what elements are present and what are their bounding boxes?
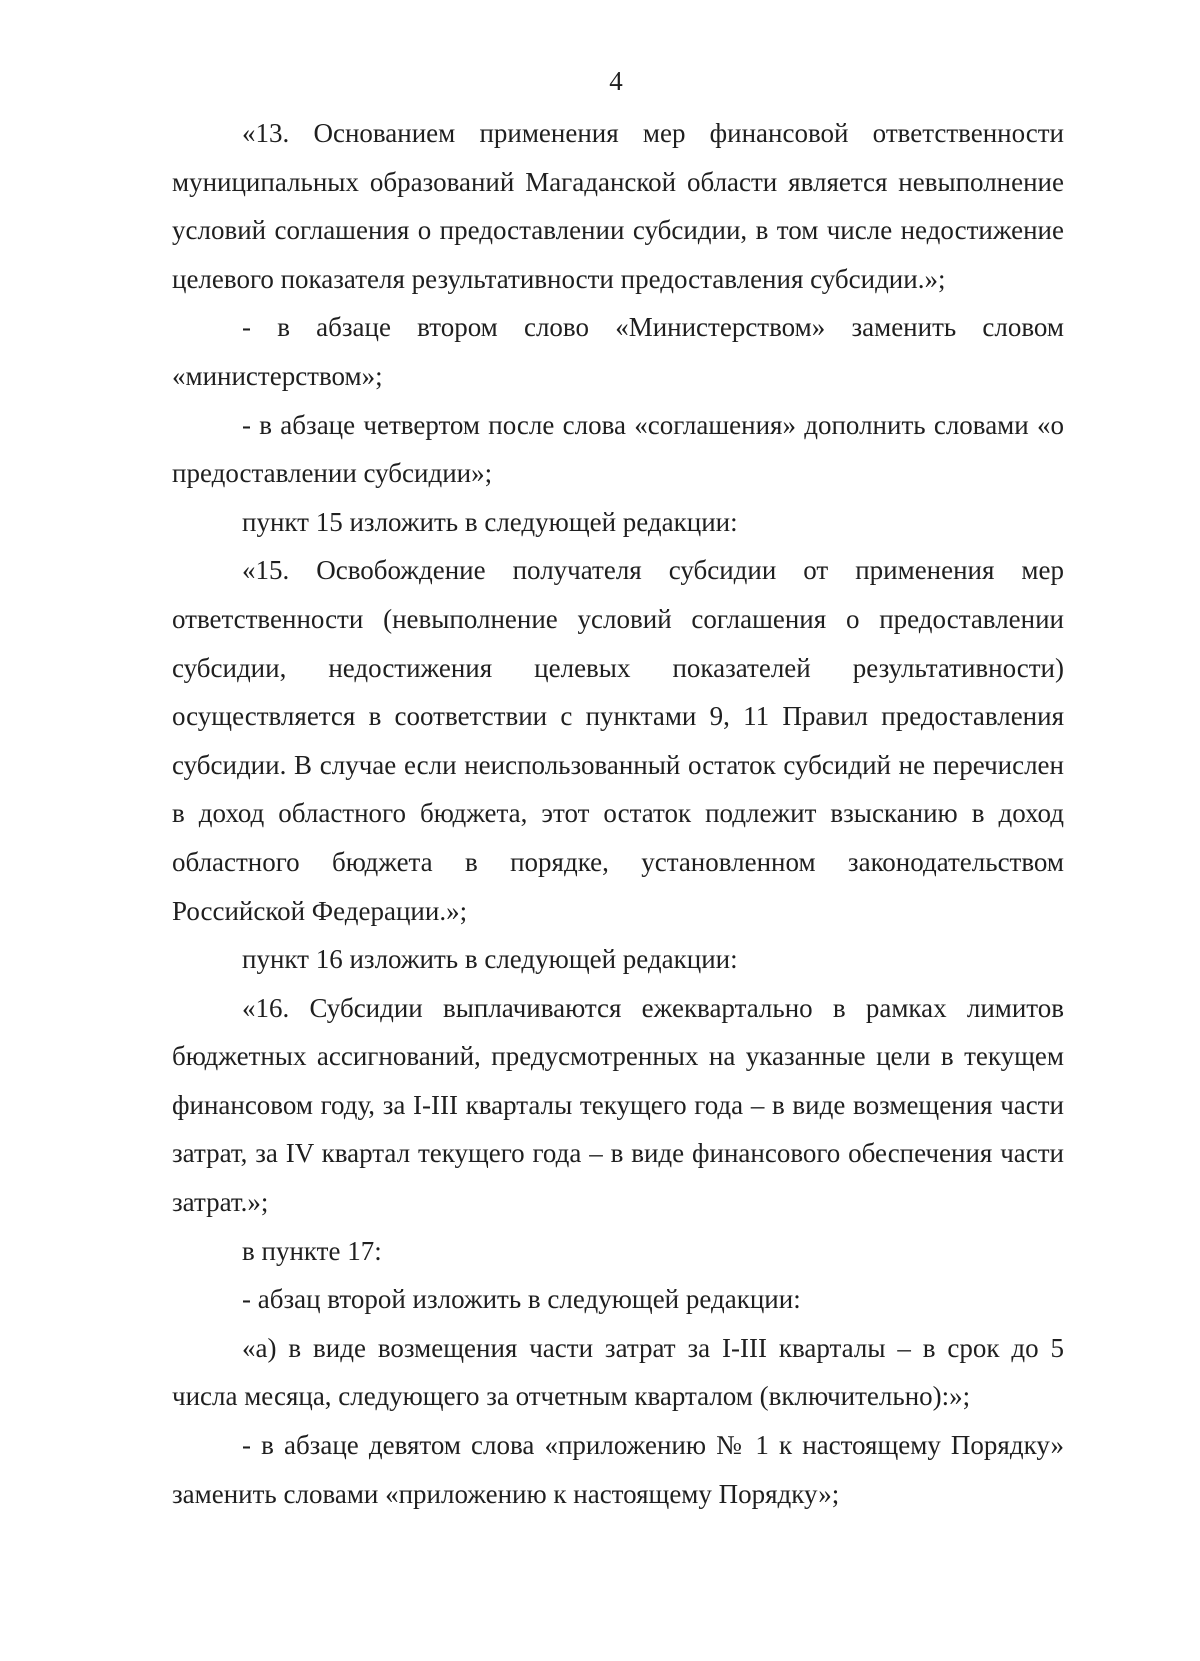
page-number: 4 [609,66,623,96]
paragraph-clause-15: «15. Освобождение получателя субсидии от применения мер ответственности (невыполнение условий соглашения о предоставлении субсидии, недостижения целевых показателей результативности) осуществляется в соответствии с пунктами 9, 11 Правил предоставления субсидии. В случае если неиспользованный остаток субсидий не перечислен в доход областного бюджета, этот остаток подлежит взысканию в доход областного бюджета в порядке, установленном законодательством Российской Федерации.»; [172,555,1064,926]
paragraph-clause-13: «13. Основанием применения мер финансовой ответственности муниципальных образований Магаданской области является невыполнение условий соглашения о предоставлении субсидии, в том числе недостижение целевого показателя результативности предоставления субсидии.»; [172,118,1064,294]
paragraph-subclause-a: «а) в виде возмещения части затрат за I-III кварталы – в срок до 5 числа месяца, следующего за отчетным кварталом (включительно):»; [172,1332,1064,1412]
paragraph-second-abzac-change: - в абзаце втором слово «Министерством» заменить словом «министерством»; [172,312,1064,391]
paragraph-point-15-intro: пункт 15 изложить в следующей редакции: [242,506,738,537]
paragraph-point-16-intro: пункт 16 изложить в следующей редакции: [242,944,738,975]
document-body [172,109,1064,1518]
paragraph-clause-16: «16. Субсидии выплачиваются ежеквартально в рамках лимитов бюджетных ассигнований, предусмотренных на указанные цели в текущем финансовом году, за I-III кварталы текущего года – в виде возмещения части затрат, за IV квартал текущего года – в виде финансового обеспечения части затрат.»; [172,992,1064,1218]
paragraph-ninth-abzac-change: - в абзаце девятом слова «приложению № 1 к настоящему Порядку» заменить словами «приложению к настоящему Порядку»; [172,1430,1064,1509]
paragraph-second-abzac-new-text: - абзац второй изложить в следующей редакции: [242,1284,801,1315]
paragraph-fourth-abzac-change: - в абзаце четвертом после слова «соглашения» дополнить словами «о предоставлении субсидии»; [172,409,1064,489]
paragraph-point-17-intro: в пункте 17: [242,1235,382,1266]
